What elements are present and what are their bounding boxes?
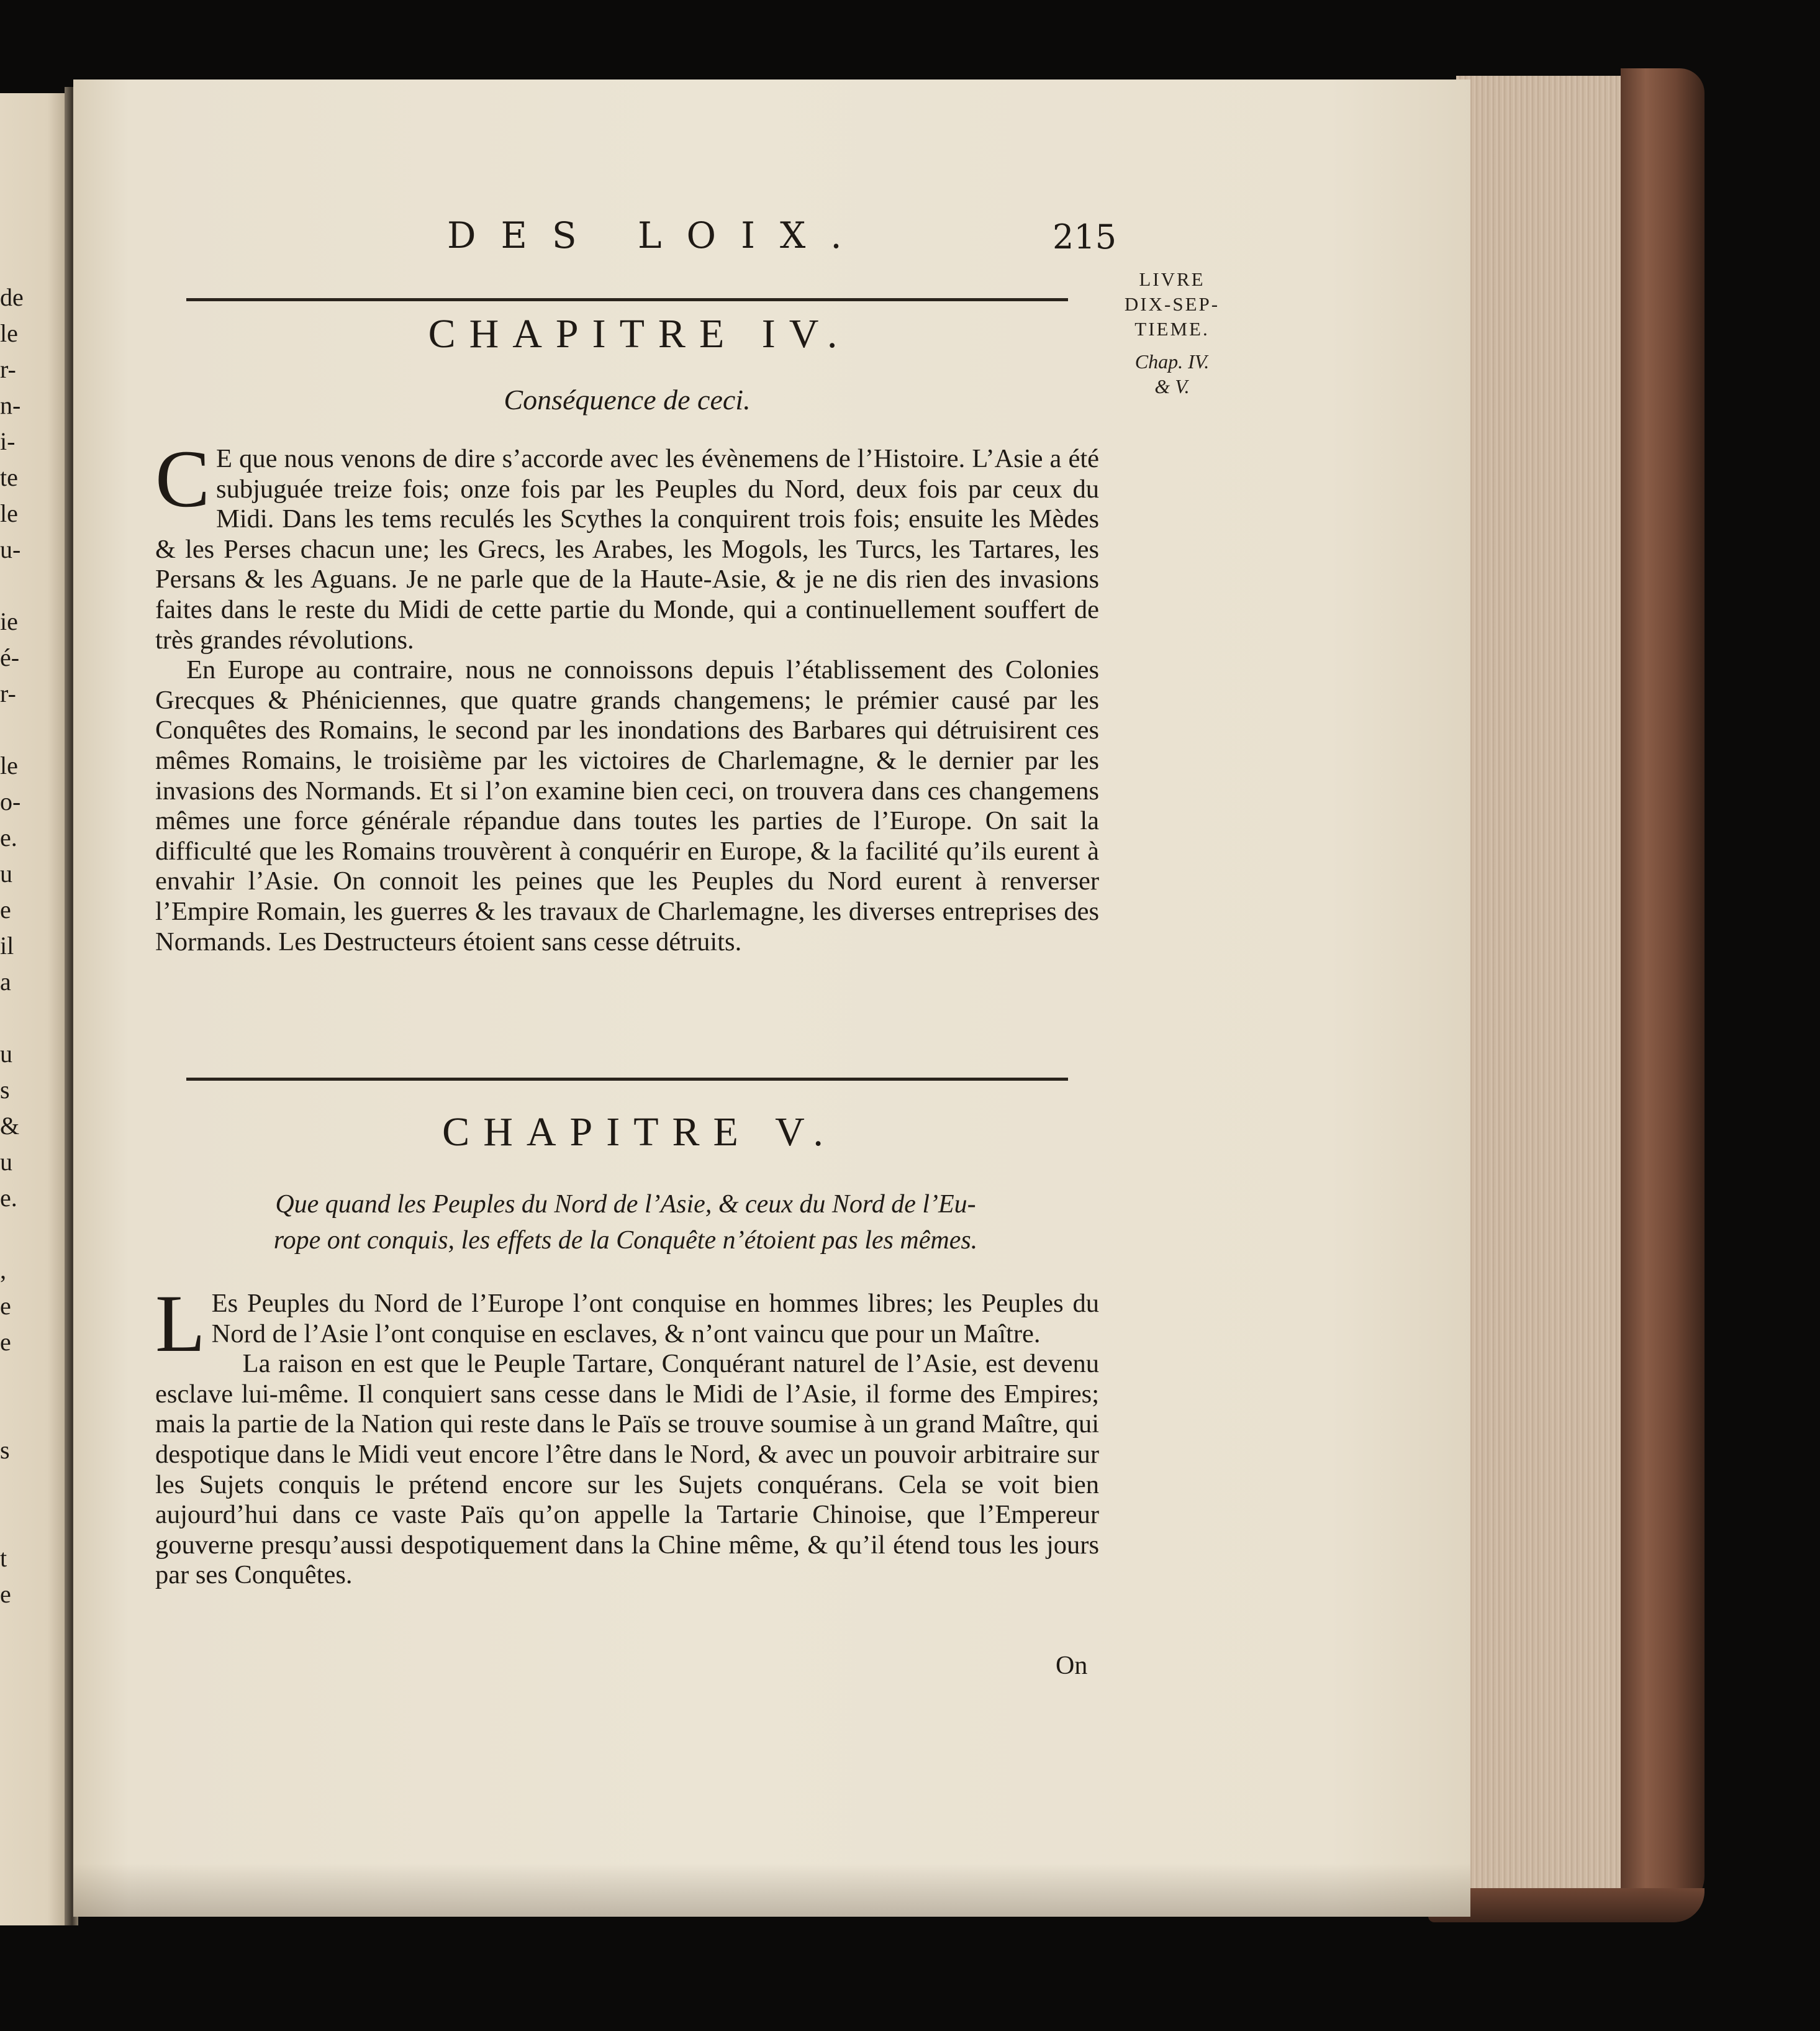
page-edges — [1456, 76, 1642, 1914]
side-note — [1115, 267, 1229, 399]
left-page-margin-text — [0, 279, 68, 1612]
side-note-chapter: & V. — [1154, 375, 1190, 398]
margin-fragment — [0, 712, 68, 748]
paragraph-text: Es Peuples du Nord de l’Europe l’ont conquise en hommes libres; les Peuples du Nord de l’Asie l’ont conquise en esclaves, & n’ont vaincu que pour un Maître. — [211, 1289, 1099, 1348]
chapter-4-subtitle: Conséquence de ceci. — [504, 384, 751, 416]
margin-fragment: u — [0, 860, 12, 888]
book-cover-spine — [1621, 68, 1705, 1913]
margin-fragment: le — [0, 752, 18, 779]
margin-fragment: r- — [0, 679, 16, 707]
margin-fragment — [0, 1504, 68, 1540]
side-note-line: LIVRE — [1139, 268, 1205, 290]
chapter-5-paragraph-2: La raison en est que le Peuple Tartare, Conquérant naturel de l’Asie, est devenu esclave lui-même. Il conquiert sans cesse dans le Midi de l’Asie, il forme des Empires; mais la partie de la Nation qui reste dans le Païs se trouve soumise à un grand Maître, qui despotique dans le Midi veut encore l’être dans le Nord, & avec un pouvoir arbitraire sur les Sujets conquis le prétend encore sur les Sujets conquérans. Cela se voit bien aujourd’hui dans ce vaste Païs qu’on appelle la Tartarie Chinoise, que l’Empereur gouverne presqu’aussi despotiquement dans la Chine même, & qu’il étend tous les jours par ses Conquêtes. — [155, 1349, 1099, 1590]
margin-fragment — [0, 1468, 68, 1504]
margin-fragment — [0, 1216, 68, 1252]
chapter-4-title: CHAPITRE IV. — [428, 311, 851, 357]
margin-fragment: u — [0, 1148, 12, 1176]
subtitle-line: rope ont conquis, les effets de la Conquête n’étoient pas les mêmes. — [273, 1226, 978, 1255]
margin-fragment — [0, 568, 68, 604]
header-rule — [186, 298, 1068, 301]
chapter-4-paragraph-2: En Europe au contraire, nous ne connoissons depuis l’établissement des Colonies Grecques & Phéniciennes, que quatre grands changemens; le prémier causé par les Conquêtes des Romains, le second par les inondations des Barbares qui détruisirent ces mêmes Romains, le troisième par les victoires de Charlemagne, & le dernier par les invasions des Normands. Et si l’on examine bien ceci, on trouvera dans ces changemens mêmes une force générale répandue dans toutes les parties de l’Europe. On sait la difficulté que les Romains trouvèrent à conquérir en Europe, & la facilité qu’ils eurent à envahir l’Asie. On connoit les peines que les Peuples du Nord eurent à renverser l’Empire Romain, les guerres & les travaux de Charlemagne, les diverses entreprises des Normands. Les Destructeurs étoient sans cesse détruits. — [155, 655, 1099, 956]
chapter-5-title: CHAPITRE V. — [442, 1109, 837, 1155]
chapter-5-paragraph-1 — [155, 1278, 1099, 1369]
paragraph-text: E que nous venons de dire s’accorde avec les évènemens de l’Histoire. L’Asie a été subjuguée treize fois; onze fois par les Peuples du Nord, deux fois par ceux du Midi. Dans les tems reculés les Scythes la conquirent trois fois; ensuite les Mèdes & les Perses chacun une; les Grecs, les Arabes, les Mogols, les Turcs, les Tartares, les Persans & les Aguans. Je ne parle que de la Haute-Asie, & je ne dis rien des invasions faites dans le reste du Midi de cette partie du Monde, qui a continuellement souffert de très grandes révolutions. — [155, 444, 1099, 655]
margin-fragment: le — [0, 499, 18, 527]
catchword: On — [1056, 1652, 1088, 1680]
margin-fragment: , — [0, 1256, 6, 1284]
margin-fragment: & — [0, 1112, 20, 1140]
margin-fragment: le — [0, 319, 18, 347]
side-note-line: DIX-SEP- — [1124, 293, 1220, 315]
margin-fragment: e — [0, 1328, 11, 1356]
chapter-4-paragraph-1 — [155, 433, 1099, 655]
running-head: DES LOIX. — [447, 214, 867, 257]
margin-fragment: r- — [0, 355, 16, 383]
margin-fragment: u — [0, 1040, 12, 1068]
drop-cap: L — [155, 1278, 206, 1369]
margin-fragment: e — [0, 1292, 11, 1320]
chapter-4-body — [155, 433, 1099, 957]
side-note-chapter: Chap. IV. — [1134, 350, 1210, 373]
margin-fragment — [0, 1000, 68, 1036]
chapter-5-subtitle — [171, 1186, 1080, 1258]
margin-fragment: i- — [0, 427, 16, 455]
side-note-line: TIEME. — [1134, 318, 1210, 340]
margin-fragment — [0, 1360, 68, 1396]
drop-cap: C — [155, 433, 211, 524]
margin-fragment: te — [0, 463, 18, 491]
margin-fragment: e. — [0, 1184, 17, 1212]
margin-fragment: il — [0, 932, 14, 960]
margin-fragment: e — [0, 1580, 11, 1608]
margin-fragment: de — [0, 283, 24, 311]
page-shadow — [73, 1863, 1470, 1917]
margin-fragment: u- — [0, 535, 21, 563]
chapter-5-body — [155, 1278, 1099, 1591]
margin-fragment: n- — [0, 391, 21, 419]
margin-fragment: t — [0, 1544, 7, 1572]
margin-fragment: s — [0, 1436, 10, 1464]
margin-fragment — [0, 1396, 68, 1432]
subtitle-line: Que quand les Peuples du Nord de l’Asie, & ceux du Nord de l’Eu- — [275, 1190, 976, 1219]
left-page — [0, 93, 68, 1925]
margin-fragment: s — [0, 1076, 10, 1104]
margin-fragment: e. — [0, 824, 17, 852]
margin-fragment: é- — [0, 643, 20, 671]
margin-fragment: ie — [0, 607, 18, 635]
chapter-rule — [186, 1078, 1068, 1081]
page-number: 215 — [1053, 217, 1117, 257]
margin-fragment: e — [0, 896, 11, 924]
margin-fragment: a — [0, 968, 11, 996]
margin-fragment: o- — [0, 788, 21, 816]
